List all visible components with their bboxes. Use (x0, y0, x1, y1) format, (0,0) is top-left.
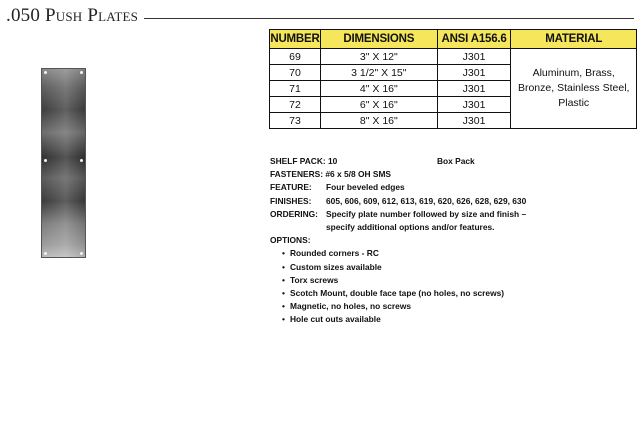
cell-ansi: J301 (437, 97, 511, 113)
header-ansi: ANSI A156.6 (437, 30, 511, 49)
finishes-label: FINISHES: (270, 195, 312, 206)
ordering-line-2: specify additional options and/or features. (326, 221, 495, 232)
cell-number: 71 (270, 81, 321, 97)
shelf-pack-label: SHELF PACK: (270, 156, 326, 166)
header-material: MATERIAL (511, 30, 637, 49)
ordering-label: ORDERING: (270, 208, 318, 219)
ordering-line (270, 208, 630, 221)
screw-hole (44, 71, 47, 74)
material-line: Plastic (558, 97, 590, 109)
finishes-line (270, 195, 630, 208)
title-text: Push Plates (45, 5, 139, 26)
shelf-pack-value: 10 (328, 156, 338, 166)
ordering-value: Specify plate number followed by size and finish – (326, 208, 527, 219)
table-row (270, 49, 637, 65)
header-dimensions: DIMENSIONS (320, 30, 437, 49)
cell-ansi: J301 (437, 65, 511, 81)
fasteners-line (270, 168, 630, 181)
list-item: • Magnetic, no holes, no screws (270, 300, 630, 313)
feature-value: Four beveled edges (326, 182, 405, 193)
list-item: • Torx screws (270, 274, 630, 287)
cell-number: 73 (270, 113, 321, 129)
header-number: NUMBER (270, 30, 321, 49)
screw-hole (80, 71, 83, 74)
options-label: OPTIONS: (270, 235, 311, 246)
push-plate-image (41, 68, 86, 258)
cell-material (511, 49, 637, 129)
cell-dimensions: 8" X 16" (320, 113, 437, 129)
cell-dimensions: 3" X 12" (320, 49, 437, 65)
specs-block (270, 155, 630, 326)
cell-dimensions: 4" X 16" (320, 81, 437, 97)
box-pack-label: Box Pack (437, 156, 475, 166)
feature-label: FEATURE: (270, 182, 312, 193)
list-item: • Hole cut outs available (270, 313, 630, 326)
table-header-row (270, 30, 637, 49)
title-bar (6, 5, 634, 27)
cell-ansi: J301 (437, 49, 511, 65)
material-line: Bronze, Stainless Steel, (517, 82, 630, 94)
cell-ansi: J301 (437, 81, 511, 97)
list-item: • Rounded corners - RC (270, 247, 630, 260)
cell-dimensions: 6" X 16" (320, 97, 437, 113)
cell-number: 72 (270, 97, 321, 113)
cell-dimensions: 3 1/2" X 15" (320, 65, 437, 81)
list-item: • Scotch Mount, double face tape (no holes, no screws) (270, 287, 630, 300)
title-number: .050 (6, 5, 41, 26)
screw-hole (80, 252, 83, 255)
screw-hole (44, 252, 47, 255)
material-line: Aluminum, Brass, (532, 67, 615, 79)
shelf-pack-line (270, 155, 630, 168)
cell-number: 69 (270, 49, 321, 65)
fasteners-label: FASTENERS: (270, 169, 324, 180)
cell-number: 70 (270, 65, 321, 81)
feature-line (270, 181, 630, 194)
list-item: • Custom sizes available (270, 261, 630, 274)
cell-ansi: J301 (437, 113, 511, 129)
spec-table (269, 29, 637, 129)
finishes-value: 605, 606, 609, 612, 613, 619, 620, 626, 628, 629, 630 (326, 195, 527, 206)
fasteners-value: #6 x 5/8 OH SMS (325, 169, 392, 180)
page-title (6, 5, 144, 27)
screw-hole (44, 159, 47, 162)
screw-hole (80, 159, 83, 162)
